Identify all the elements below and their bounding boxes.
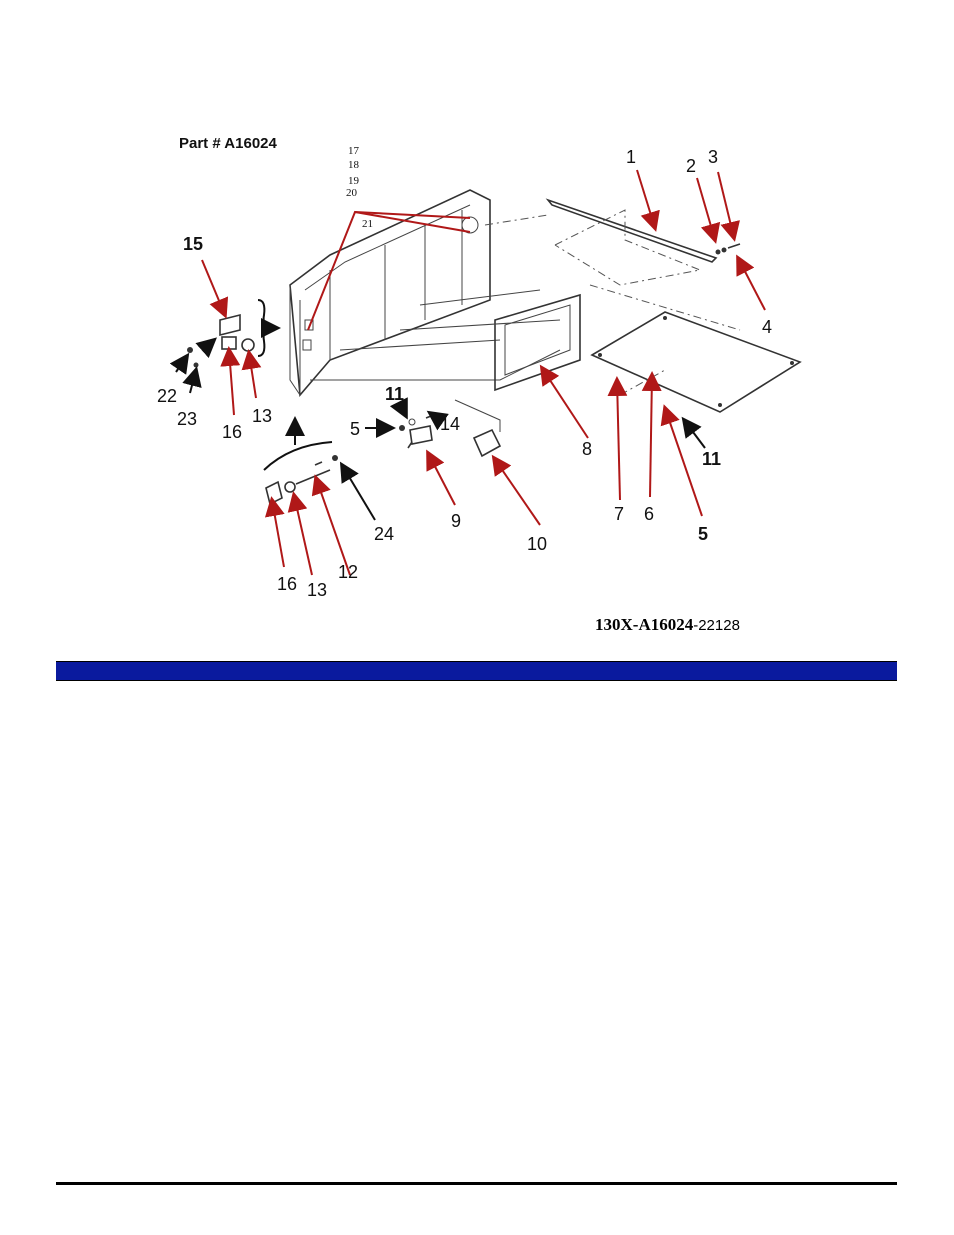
callout-19: 19 xyxy=(348,175,359,187)
callout-10: 10 xyxy=(527,534,548,554)
callout-5b: 5 xyxy=(698,524,709,544)
callout-4: 4 xyxy=(762,317,773,337)
callout-22: 22 xyxy=(157,386,178,406)
callout-13a: 13 xyxy=(252,406,273,426)
callout-1: 1 xyxy=(626,147,637,167)
callout-12: 12 xyxy=(338,562,359,582)
callout-3: 3 xyxy=(708,147,719,167)
part-10-block xyxy=(474,430,500,456)
callout-16b: 16 xyxy=(277,574,298,594)
assembly-line-3 xyxy=(590,285,740,330)
callout-16a: 16 xyxy=(222,422,243,442)
callout-2: 2 xyxy=(686,156,697,176)
callout-21: 21 xyxy=(362,218,373,230)
section-divider-bar xyxy=(56,661,897,681)
callout-15: 15 xyxy=(183,234,204,254)
footer-rule xyxy=(56,1182,897,1185)
callout-6: 6 xyxy=(644,504,655,524)
callout-13b: 13 xyxy=(307,580,328,600)
callout-20: 20 xyxy=(346,187,357,199)
callout-14: 14 xyxy=(440,414,461,434)
callout-arrows xyxy=(176,170,765,575)
part-number-title: Part # A16024 xyxy=(179,135,277,152)
part-1-bar xyxy=(548,200,716,262)
callout-7: 7 xyxy=(614,504,625,524)
callout-11a: 11 xyxy=(385,384,405,404)
callout-17: 17 xyxy=(348,145,359,157)
main-body-frame xyxy=(290,190,580,395)
callout-5a: 5 xyxy=(350,419,361,439)
drawing-code: 130X-A16024-22128 xyxy=(595,615,740,634)
callout-9: 9 xyxy=(451,511,462,531)
callout-24: 24 xyxy=(374,524,395,544)
hinge-bracket-assembly xyxy=(187,300,270,368)
roller-assembly xyxy=(264,442,338,504)
assembly-line-1 xyxy=(485,215,548,225)
callout-8: 8 xyxy=(582,439,593,459)
part-2-3-4-fasteners xyxy=(716,244,741,255)
callout-18: 18 xyxy=(348,159,359,171)
assembly-line-2 xyxy=(555,210,700,285)
callout-11b: 11 xyxy=(702,449,722,469)
callout-23: 23 xyxy=(177,409,198,429)
